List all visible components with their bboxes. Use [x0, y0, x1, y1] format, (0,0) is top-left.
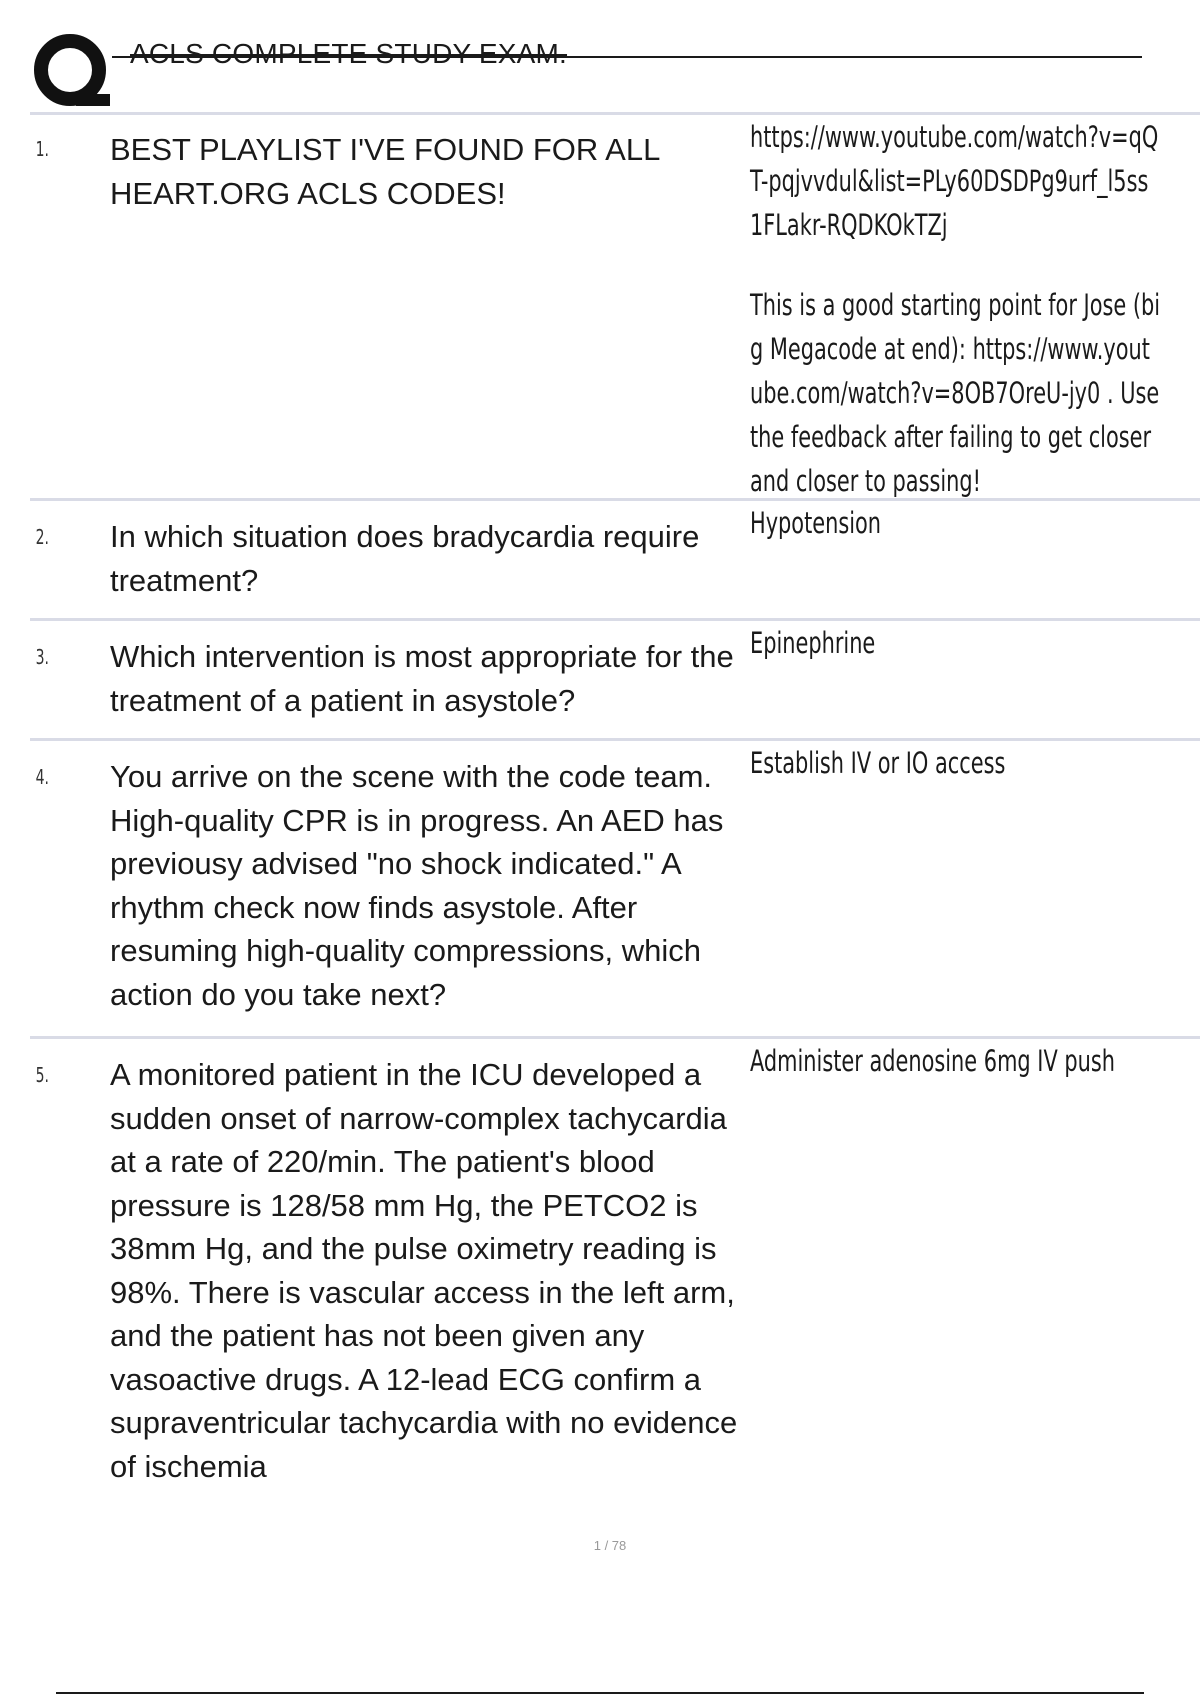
answer-text [750, 741, 1200, 1036]
question-text: In which situation does bradycardia require treatment? [110, 519, 700, 598]
answer-text [750, 501, 1200, 618]
answer-text [750, 621, 1200, 738]
qa-item [30, 498, 1200, 618]
question-text: You arrive on the scene with the code team. High-quality CPR is in progress. An AED has previousy advised "no shock indicated." A rhythm check now finds asystole. After resuming high-quality compressions, which action do you take next? [110, 759, 724, 1012]
qa-list [30, 112, 1200, 1484]
document-title: ACLS COMPLETE STUDY EXAM. [130, 38, 568, 69]
item-number: 2. [35, 525, 49, 549]
qa-item [30, 1036, 1200, 1484]
q-letter-logo-icon [32, 32, 110, 110]
page-indicator: 1 / 78 [593, 1538, 627, 1553]
question-text: A monitored patient in the ICU developed a sudden onset of narrow-complex tachycardia at a rate of 220/min. The patient's blood pressure is 128/58 mm Hg, the PETCO2 is 38mm Hg, and the pulse oximetry reading is 98%. There is vascular access in the left arm, and the patient has not been given any vasoactive drugs. A 12-lead ECG confirm a supraventricular tachycardia with no evidence of ischemia [110, 1057, 738, 1484]
item-number: 1. [35, 137, 49, 161]
item-number: 4. [35, 765, 49, 789]
question-text: Which intervention is most appropriate for the treatment of a patient in asystole? [110, 639, 734, 718]
answer-paragraph: This is a good starting point for Jose (big Megacode at end): https://www.youtube.com/watch?v=8OB7OreU-jy0 . Use the feedback after failing to get closer and closer to passing! [750, 288, 1161, 498]
answer-paragraph: Epinephrine [750, 626, 876, 660]
answer-paragraph: Administer adenosine 6mg IV push [750, 1044, 1115, 1078]
answer-paragraph: Establish IV or IO access [750, 746, 1006, 780]
answer-paragraph: https://www.youtube.com/watch?v=qQT-pqjvvdul&list=PLy60DSDPg9urf_l5ss1FLakr-RQDKOkTZj [750, 120, 1159, 242]
item-number: 3. [35, 645, 49, 669]
footer-rule [56, 1692, 1144, 1694]
answer-text [750, 1039, 1200, 1459]
qa-item [30, 112, 1200, 498]
qa-item [30, 618, 1200, 738]
answer-paragraph: Hypotension [750, 506, 882, 540]
answer-text [750, 115, 1200, 498]
qa-item [30, 738, 1200, 1036]
item-number: 5. [35, 1063, 49, 1087]
question-text: BEST PLAYLIST I'VE FOUND FOR ALL HEART.ORG ACLS CODES! [110, 132, 660, 211]
